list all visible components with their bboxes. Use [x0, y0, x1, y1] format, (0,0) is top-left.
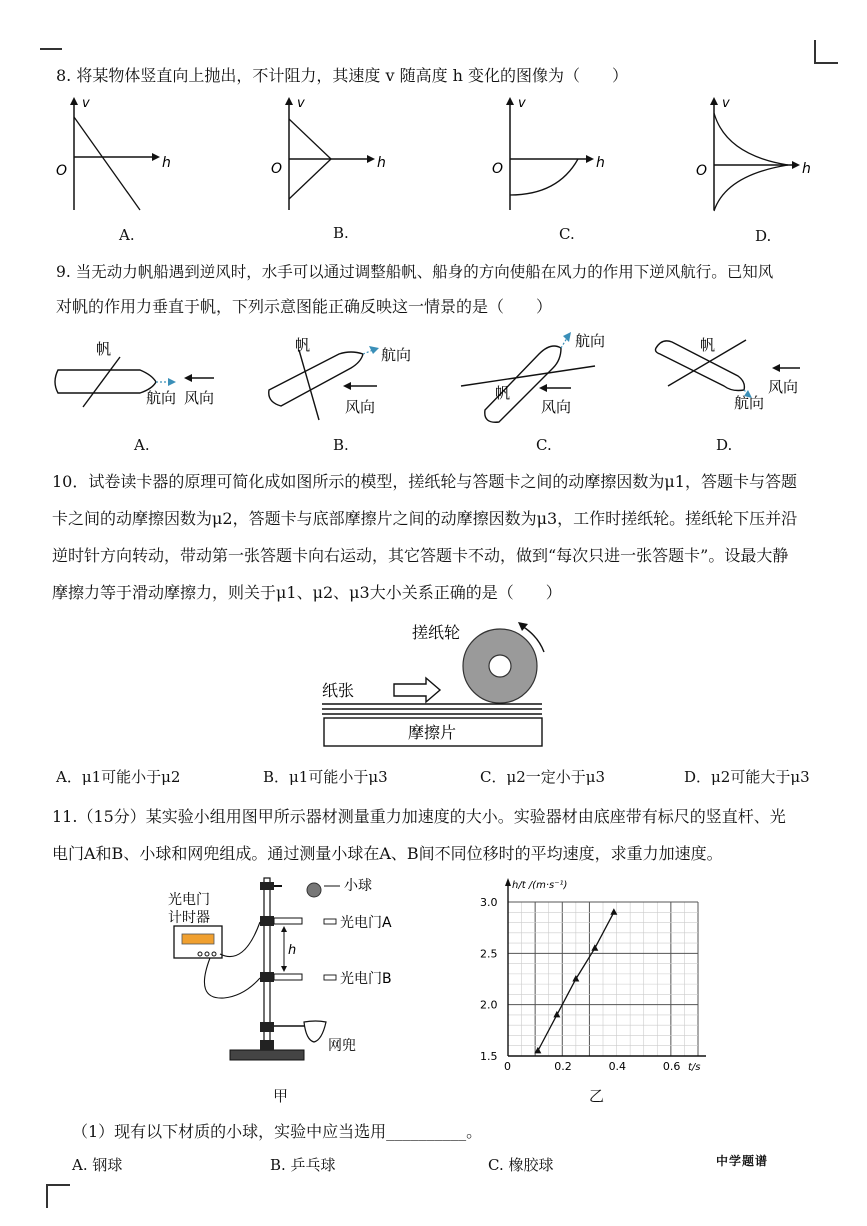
q10-diagram: [316, 616, 552, 752]
svg-text:h: h: [377, 155, 386, 171]
svg-text:h: h: [802, 161, 811, 177]
q8-graph-b: [265, 95, 395, 215]
q8-stem: 8. 将某物体竖直向上抛出，不计阻力，其速度 v 随高度 h 变化的图像为（ ）: [56, 66, 629, 85]
q11-text: [52, 798, 832, 872]
q9-stem-line1: 9. 当无动力帆船遇到逆风时，水手可以通过调整船帆、船身的方向使船在风力的作用下逆风航行。已知风: [56, 263, 774, 281]
x-tick-label: 0.6: [662, 1060, 681, 1073]
q9-option-a[interactable]: A.: [134, 436, 150, 454]
q11-apparatus-figure: [164, 870, 404, 1080]
q11-caption-left: 甲: [273, 1087, 289, 1105]
q9-diagram-b: [255, 330, 435, 425]
q8-option-a[interactable]: A.: [119, 226, 135, 244]
q8-graph-d: [692, 95, 822, 215]
q11-sub1-option-a[interactable]: A. 钢球: [72, 1156, 123, 1174]
y-tick-label: 1.5: [480, 1050, 498, 1063]
q11-sub1-option-b[interactable]: B. 乒乓球: [270, 1156, 336, 1174]
q10-option-d[interactable]: D．μ2可能大于μ3: [684, 768, 810, 786]
q9-stem-line2: 对帆的作用力垂直于帆，下列示意图能正确反映这一情景的是（ ）: [56, 297, 553, 316]
q10-option-b[interactable]: B．μ1可能小于μ3: [263, 768, 388, 786]
watermark-logo: 中学题谱: [716, 1154, 769, 1168]
y-tick-label: 2.5: [480, 947, 498, 961]
svg-text:帆: 帆: [495, 384, 511, 402]
q10-line3: 逆时针方向转动，带动第一张答题卡向右运动，其它答题卡不动，做到“每次只进一张答题卡”。设最大静: [52, 546, 789, 565]
svg-text:O: O: [271, 161, 283, 177]
q11-sub1-option-c[interactable]: C. 橡胶球: [488, 1156, 554, 1174]
svg-text:h: h: [162, 155, 171, 171]
svg-text:航向: 航向: [734, 394, 765, 412]
q10-line2: 卡之间的动摩擦因数为μ2，答题卡与底部摩擦片之间的动摩擦因数为μ3，工作时搓纸轮。搓纸轮下压并沿: [52, 509, 798, 528]
svg-text:计时器: 计时器: [168, 910, 210, 926]
chart-grid: [508, 902, 698, 1056]
svg-text:帆: 帆: [96, 340, 112, 358]
svg-text:光电门B: 光电门B: [340, 971, 392, 987]
q11-line1: 11.（15分）某实验小组用图甲所示器材测量重力加速度的大小。实验器材由底座带有标尺的竖直杆、光: [52, 807, 786, 826]
svg-text:h: h: [596, 155, 605, 171]
svg-text:摩擦片: 摩擦片: [408, 723, 457, 742]
data-point: [591, 944, 598, 951]
x-tick-label: 0.2: [554, 1060, 572, 1073]
svg-text:v: v: [722, 96, 730, 111]
svg-text:网兜: 网兜: [328, 1038, 356, 1054]
svg-text:光电门: 光电门: [168, 892, 210, 908]
q8-graph-c: [488, 95, 618, 215]
q8-graph-a: [50, 95, 190, 215]
q11-caption-right: 乙: [589, 1087, 605, 1105]
x-axis-label: t/s: [688, 1062, 701, 1073]
svg-text:航向: 航向: [146, 389, 177, 407]
svg-text:h: h: [288, 943, 297, 958]
q11-sub1: （1）现有以下材质的小球，实验中应当选用__________。: [72, 1122, 483, 1141]
svg-text:风向: 风向: [541, 398, 572, 416]
svg-text:O: O: [492, 161, 504, 177]
q9-option-b[interactable]: B.: [333, 436, 349, 454]
svg-text:风向: 风向: [184, 389, 215, 407]
svg-text:小球: 小球: [344, 878, 372, 894]
x-tick-label: 0: [504, 1060, 511, 1073]
q10-line4: 摩擦力等于滑动摩擦力，则关于μ1、μ2、μ3大小关系正确的是（ ）: [52, 583, 562, 602]
q8-option-d[interactable]: D.: [755, 227, 772, 245]
svg-text:航向: 航向: [575, 332, 606, 350]
svg-text:光电门A: 光电门A: [340, 915, 392, 931]
q10-option-c[interactable]: C．μ2一定小于μ3: [480, 768, 606, 786]
svg-text:帆: 帆: [295, 336, 311, 354]
data-point: [553, 1011, 560, 1018]
corner-mark-top-right: [814, 40, 838, 64]
svg-text:风向: 风向: [768, 378, 799, 396]
q9-diagram-a: [48, 335, 238, 420]
svg-text:v: v: [297, 96, 305, 111]
q11-chart: [474, 870, 714, 1076]
y-tick-label: 2.0: [480, 998, 498, 1012]
q9-option-c[interactable]: C.: [536, 436, 552, 454]
q10-line1: 10．试卷读卡器的原理可简化成如图所示的模型，搓纸轮与答题卡之间的动摩擦因数为μ1，答题卡与答题: [52, 472, 797, 491]
svg-text:搓纸轮: 搓纸轮: [412, 623, 461, 642]
y-axis-arrow: [505, 878, 511, 886]
svg-text:风向: 风向: [345, 398, 376, 416]
q8-option-b[interactable]: B.: [333, 224, 349, 242]
svg-text:v: v: [518, 96, 526, 111]
x-tick-label: 0.4: [608, 1060, 627, 1073]
q9-diagram-c: [455, 326, 625, 426]
q9-diagram-d: [648, 330, 818, 425]
svg-text:v: v: [82, 96, 90, 111]
svg-text:帆: 帆: [700, 336, 716, 354]
svg-text:O: O: [56, 163, 68, 179]
svg-text:纸张: 纸张: [322, 681, 355, 700]
y-axis-label: h/t /(m·s⁻¹): [512, 880, 568, 891]
q10-option-a[interactable]: A．μ1可能小于μ2: [56, 768, 181, 786]
q11-line2: 电门A和B、小球和网兜组成。通过测量小球在A、B间不同位移时的平均速度，求重力加速度。: [52, 844, 723, 863]
svg-text:O: O: [696, 163, 708, 179]
svg-text:航向: 航向: [381, 346, 412, 364]
corner-mark-bottom-left: [46, 1184, 70, 1208]
q8-option-c[interactable]: C.: [559, 225, 575, 243]
chart-labels: [480, 880, 701, 1073]
y-tick-label: 3.0: [480, 896, 498, 909]
q10-text: [52, 463, 832, 611]
q9-option-d[interactable]: D.: [716, 436, 733, 454]
